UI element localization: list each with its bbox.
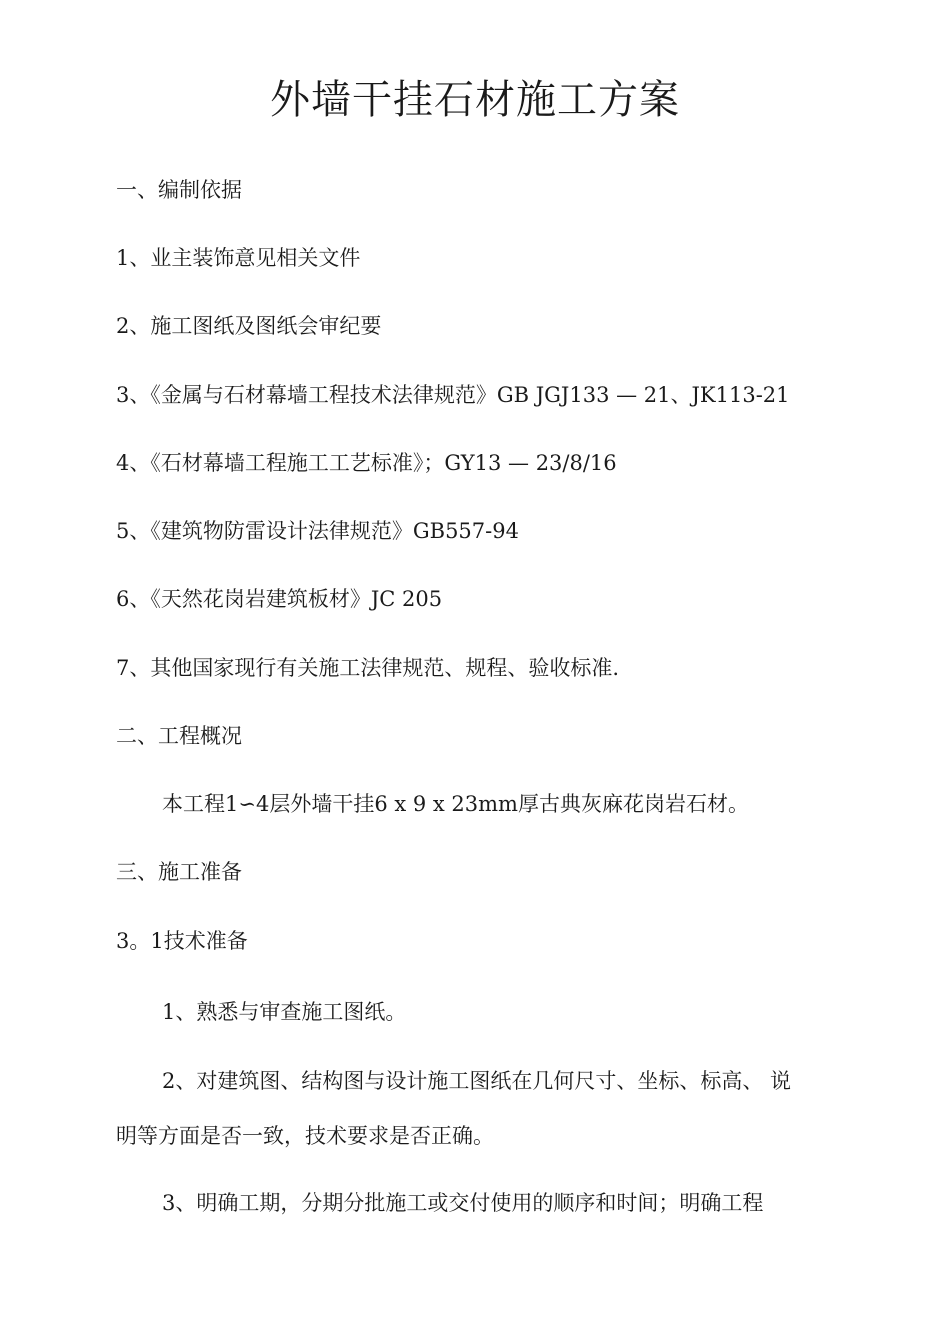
document-title: 外墙干挂石材施工方案	[270, 77, 680, 123]
section-heading-construction-preparation: 三、施工准备	[116, 860, 242, 884]
subsection-heading-technical-preparation: 3。1技术准备	[116, 929, 248, 953]
list-item: 1、熟悉与审查施工图纸。	[162, 1000, 407, 1024]
section-heading-compilation-basis: 一、编制依据	[116, 178, 242, 202]
body-paragraph: 本工程1∽4层外墙干挂6 x 9 x 23mm厚古典灰麻花岗岩石材。	[162, 792, 749, 816]
list-item: 6、《天然花岗岩建筑板材》JC 205	[116, 587, 443, 611]
list-item: 2、对建筑图、结构图与设计施工图纸在几何尺寸、坐标、标高、 说	[162, 1069, 792, 1093]
list-item: 1、业主装饰意见相关文件	[116, 246, 361, 270]
list-item: 3、《金属与石材幕墙工程技术法律规范》GB JGJ133 — 21、JK113-21	[116, 383, 790, 407]
list-item: 3、明确工期，分期分批施工或交付使用的顺序和时间；明确工程	[162, 1191, 764, 1215]
list-item: 4、《石材幕墙工程施工工艺标准》；GY13 — 23/8/16	[116, 451, 617, 475]
list-item: 7、其他国家现行有关施工法律规范、规程、验收标准.	[116, 656, 620, 680]
list-item-continuation: 明等方面是否一致，技术要求是否正确。	[116, 1124, 494, 1148]
list-item: 2、施工图纸及图纸会审纪要	[116, 314, 382, 338]
section-heading-project-overview: 二、工程概况	[116, 724, 242, 748]
list-item: 5、《建筑物防雷设计法律规范》GB557-94	[116, 519, 519, 543]
